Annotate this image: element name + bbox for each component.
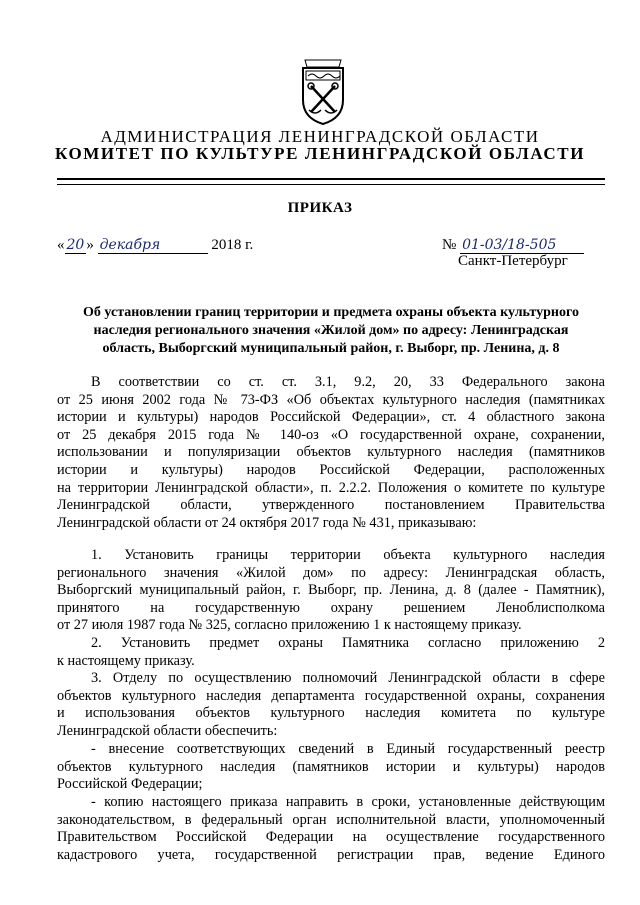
text-line: - внесение соответствующих сведений в Единый государственный реестр (91, 741, 605, 757)
preamble-paragraph (57, 374, 605, 532)
header-rule-thin (57, 184, 605, 185)
text-line: и использования объектов культурного наследия комитета по культуре (57, 705, 605, 722)
date-open-quote: « (57, 237, 65, 253)
text-line: Правительством Российской Федерации на осуществление государственного (57, 829, 605, 846)
text-line: объектов культурного наследия департамента государственной охраны, сохранения (57, 687, 605, 704)
text-line: от 27 июля 1987 года № 325, согласно приложению 1 к настоящему приказу. (57, 617, 522, 634)
text-line: 1. Установить границы территории объекта культурного наследия (91, 547, 605, 563)
text-line: Ленинградской области, утвержденного постановлением Правительства (57, 497, 605, 514)
text-line: кадастрового учета, государственной регистрации прав, ведение Единого (57, 846, 605, 863)
text-line: Выборгский муниципальный район, г. Выборг, пр. Ленина, д. 8 (далее - Памятник), (57, 582, 605, 599)
text-line: истории и культуры) народов Российской Федерации, расположенных (57, 461, 605, 478)
text-line: истории и культуры) народов Российской Федерации», ст. 4 областного закона (57, 409, 605, 426)
subject-line: наследия регионального значения «Жилой дом» по адресу: Ленинградская (93, 323, 569, 338)
subject-line: область, Выборгский муниципальный район, г. Выборг, пр. Ленина, д. 8 (102, 341, 560, 356)
text-line: В соответствии со ст. ст. 3.1, 9.2, 20, 33 Федерального закона (91, 374, 605, 390)
text-line: Ленинградской области обеспечить: (57, 722, 278, 739)
text-line: законодательством, в федеральный орган исполнительной власти, уполномоченный (57, 811, 605, 828)
text-line: 3. Отделу по осуществлению полномочий Ленинградской области в сфере (91, 670, 605, 686)
number-value: 01-03/18-505 (460, 237, 584, 254)
date-month: декабря (98, 237, 208, 254)
order-number (442, 237, 584, 254)
date-year: 2018 г. (211, 237, 254, 253)
coat-of-arms-icon (299, 58, 347, 126)
text-line: Российской Федерации; (57, 776, 203, 793)
subject-line: Об установлении границ территории и предмета охраны объекта культурного (83, 305, 579, 320)
organization-name: АДМИНИСТРАЦИЯ ЛЕНИНГРАДСКОЙ ОБЛАСТИ (100, 127, 540, 146)
bullet-2-paragraph (57, 794, 605, 864)
committee-name: КОМИТЕТ ПО КУЛЬТУРЕ ЛЕНИНГРАДСКОЙ ОБЛАСТИ (54, 144, 586, 163)
bullet-1-paragraph (57, 741, 605, 794)
header-rule-thick (57, 178, 605, 180)
item-3-paragraph (57, 670, 605, 740)
date-day: 20 (66, 237, 85, 253)
text-line: к настоящему приказу. (57, 652, 195, 669)
document-title: ПРИКАЗ (287, 200, 353, 216)
number-sign: № (442, 237, 457, 253)
text-line: Ленинградской области от 24 октября 2017 года № 431, приказываю: (57, 514, 477, 531)
text-line: принятого на государственную охрану решением Леноблисполкома (57, 599, 605, 616)
order-date (57, 237, 253, 254)
item-1-paragraph (57, 547, 605, 635)
text-line: от 25 декабря 2015 года № 140-оз «О государственной охране, сохранении, (57, 426, 605, 443)
date-close-quote: » (86, 237, 94, 253)
item-2-paragraph (57, 635, 605, 670)
text-line: - копию настоящего приказа направить в сроки, установленные действующим (91, 794, 605, 810)
city: Санкт-Петербург (458, 253, 568, 269)
text-line: объектов культурного наследия (памятников истории и культуры) народов (57, 758, 605, 775)
text-line: регионального значения «Жилой дом» по адресу: Ленинградская область, (57, 564, 605, 581)
text-line: от 25 июня 2002 года № 73-ФЗ «Об объектах культурного наследия (памятниках (57, 391, 605, 408)
text-line: 2. Установить предмет охраны Памятника согласно приложению 2 (91, 635, 605, 651)
text-line: использовании и популяризации объектов культурного наследия (памятников (57, 444, 605, 461)
text-line: на территории Ленинградской области», п. 2.2.2. Положения о комитете по культуре (57, 479, 605, 496)
order-subject (57, 304, 605, 358)
